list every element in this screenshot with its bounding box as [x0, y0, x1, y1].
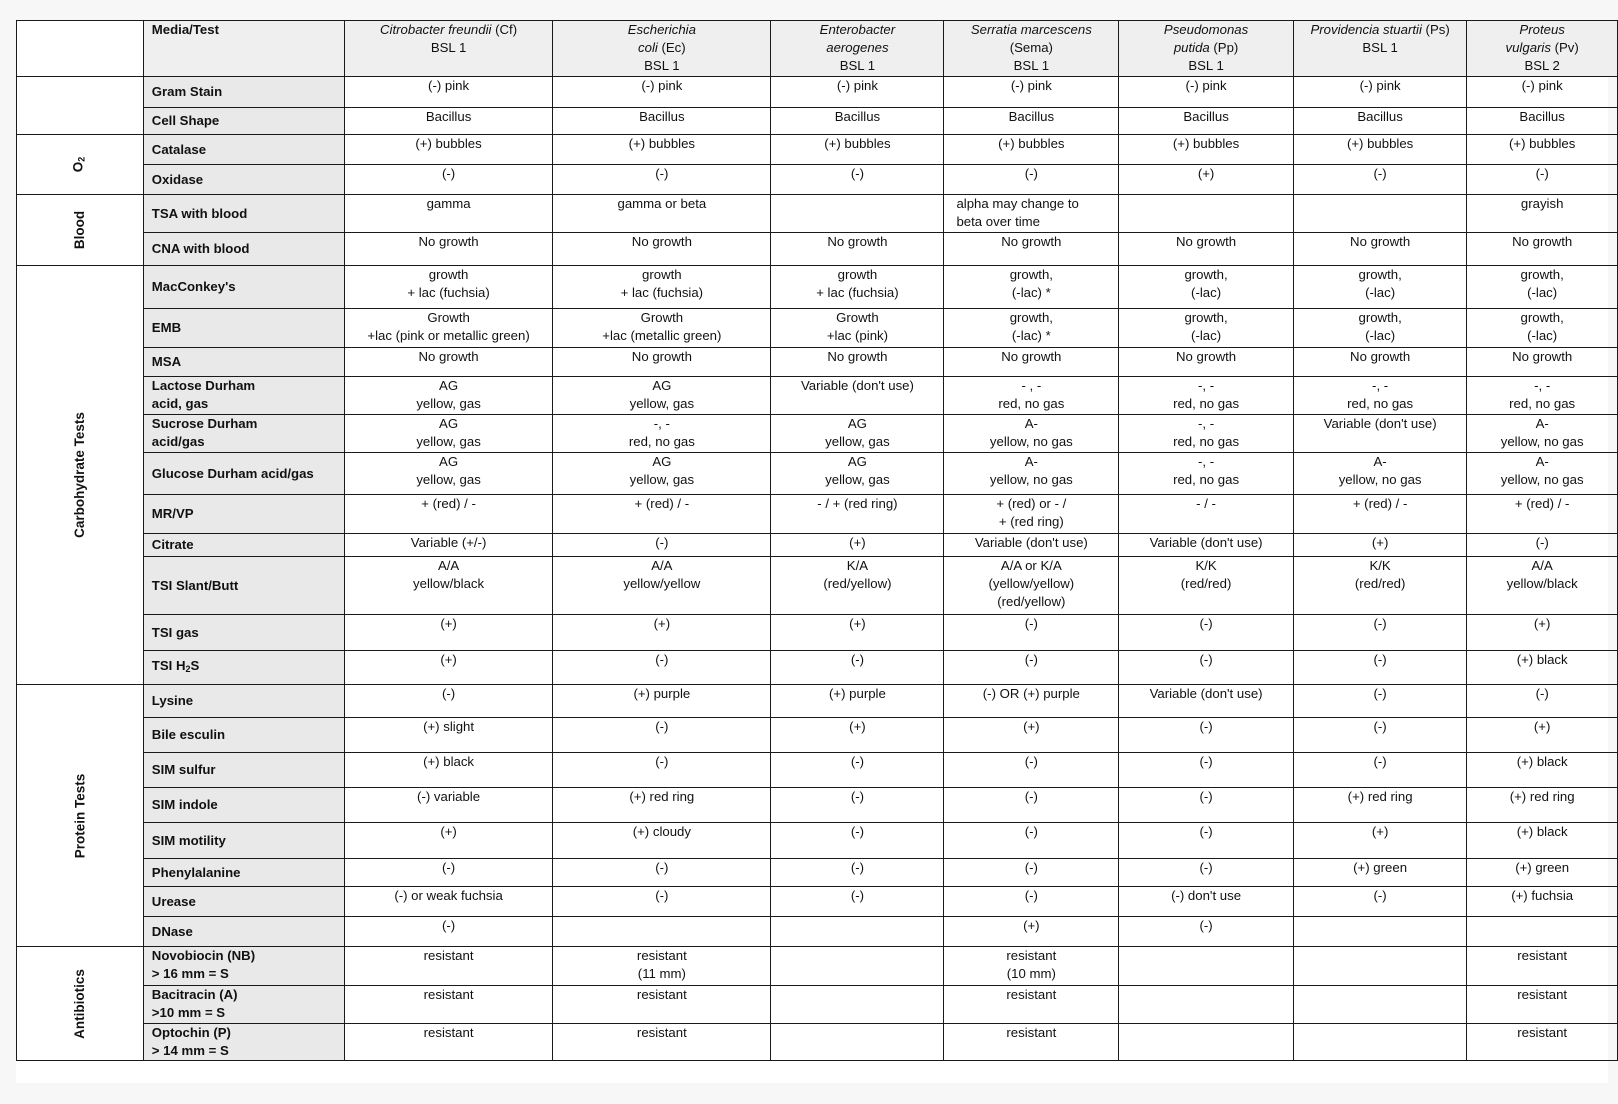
result-cell: (-) [553, 534, 771, 557]
header-organism-cf [344, 21, 552, 77]
organism-bsl: BSL 1 [1362, 40, 1398, 55]
result-cell: No growth [1119, 348, 1294, 377]
result-cell: A- yellow, no gas [1467, 415, 1618, 453]
result-cell: (+) slight [344, 718, 552, 753]
result-cell: A/A yellow/black [344, 557, 552, 615]
result-cell: alpha may change to beta over time [944, 195, 1119, 233]
result-cell [1119, 947, 1294, 986]
result-cell: (-) pink [1293, 77, 1466, 108]
result-cell: + (red) / - [553, 495, 771, 534]
test-name-cell: MR/VP [143, 495, 344, 534]
group-label: Blood [71, 210, 87, 250]
organism-bsl: BSL 1 [1013, 58, 1050, 73]
result-cell [771, 1024, 944, 1061]
table-row [17, 233, 1618, 266]
result-cell: (+) bubbles [1293, 135, 1466, 165]
result-cell: (+) [1467, 615, 1618, 651]
result-cell: No growth [553, 348, 771, 377]
organism-name-line2: vulgaris [1505, 40, 1551, 55]
result-cell: Bacillus [1293, 108, 1466, 135]
result-cell: (-) [1119, 859, 1294, 887]
result-cell: Variable (+/-) [344, 534, 552, 557]
result-cell: No growth [1293, 348, 1466, 377]
result-cell: No growth [944, 348, 1119, 377]
test-name-cell: TSI Slant/Butt [143, 557, 344, 615]
result-cell: Variable (don't use) [1119, 685, 1294, 718]
result-cell [1293, 947, 1466, 986]
result-cell: (-) pink [1467, 77, 1618, 108]
result-cell: (+) black [1467, 753, 1618, 788]
result-cell: (+) [553, 615, 771, 651]
result-cell: Variable (don't use) [1119, 534, 1294, 557]
result-cell: - / + (red ring) [771, 495, 944, 534]
result-cell: (-) or weak fuchsia [344, 887, 552, 917]
result-cell: (+) purple [771, 685, 944, 718]
result-cell [1293, 1024, 1466, 1061]
table-row [17, 108, 1618, 135]
result-cell: (+) [344, 651, 552, 685]
result-cell: A/A yellow/yellow [553, 557, 771, 615]
result-cell: resistant [944, 986, 1119, 1024]
result-cell: (-) [771, 887, 944, 917]
result-cell: (+) [944, 917, 1119, 947]
result-cell: A/A yellow/black [1467, 557, 1618, 615]
organism-name-line2: putida [1173, 40, 1210, 55]
organism-name: Pseudomonas [1163, 22, 1249, 37]
result-cell: Growth +lac (pink or metallic green) [344, 309, 552, 348]
result-cell: (+) red ring [553, 788, 771, 823]
organism-bsl: BSL 1 [430, 40, 467, 55]
table-row [17, 718, 1618, 753]
result-cell: (-) [1293, 165, 1466, 195]
result-cell: - , - red, no gas [944, 377, 1119, 415]
test-name-cell: SIM indole [143, 788, 344, 823]
result-cell: (-) [553, 165, 771, 195]
result-cell: A- yellow, no gas [944, 415, 1119, 453]
result-cell: (-) pink [771, 77, 944, 108]
table-row [17, 557, 1618, 615]
table-row [17, 309, 1618, 348]
result-cell: resistant [553, 1024, 771, 1061]
organism-abbr: (Pp) [1209, 40, 1239, 55]
test-name-cell: Oxidase [143, 165, 344, 195]
result-cell: -, - red, no gas [1119, 453, 1294, 495]
result-cell: resistant (11 mm) [553, 947, 771, 986]
test-name-cell: CNA with blood [143, 233, 344, 266]
organism-bsl: BSL 1 [644, 58, 680, 73]
group-label: Antibiotics [71, 968, 87, 1039]
header-organism-ps [1293, 21, 1466, 77]
result-cell: Growth +lac (metallic green) [553, 309, 771, 348]
test-name-cell: TSA with blood [143, 195, 344, 233]
result-cell [1293, 986, 1466, 1024]
result-cell: (-) [1119, 823, 1294, 859]
test-name-cell: Bacitracin (A) >10 mm = S [143, 986, 344, 1024]
result-cell: (-) [553, 887, 771, 917]
header-media-test: Media/Test [143, 21, 344, 77]
result-cell: (+) [771, 534, 944, 557]
result-cell: No growth [771, 233, 944, 266]
header-organism-pv [1467, 21, 1618, 77]
result-cell: growth, (-lac) [1119, 266, 1294, 309]
organism-name: Citrobacter freundii [380, 22, 492, 37]
result-cell: + (red) / - [1467, 495, 1618, 534]
header-organism-ea [771, 21, 944, 77]
result-cell: (+) [771, 615, 944, 651]
result-cell: (-) [1293, 615, 1466, 651]
result-cell: (+) [771, 718, 944, 753]
result-cell: (-) [771, 823, 944, 859]
result-cell: (-) [944, 823, 1119, 859]
result-cell: Variable (don't use) [944, 534, 1119, 557]
organism-name-line2: coli [638, 40, 658, 55]
result-cell [771, 947, 944, 986]
test-name-cell: SIM sulfur [143, 753, 344, 788]
table-row [17, 685, 1618, 718]
result-cell: (+) [1119, 165, 1294, 195]
result-cell: Bacillus [1119, 108, 1294, 135]
result-cell: resistant [1467, 986, 1618, 1024]
result-cell: (-) [1293, 685, 1466, 718]
result-cell: AG yellow, gas [344, 415, 552, 453]
result-cell [1293, 195, 1466, 233]
result-cell: -, - red, no gas [1119, 415, 1294, 453]
result-cell: (-) [344, 685, 552, 718]
group-label-cell [17, 135, 144, 195]
result-cell: (-) pink [944, 77, 1119, 108]
result-cell [553, 917, 771, 947]
result-cell: (-) [944, 165, 1119, 195]
result-cell [771, 917, 944, 947]
result-cell [1119, 1024, 1294, 1061]
result-cell: (+) purple [553, 685, 771, 718]
result-cell: growth, (-lac) [1293, 266, 1466, 309]
table-row [17, 165, 1618, 195]
organism-name-line2: aerogenes [826, 40, 889, 55]
result-cell: No growth [1119, 233, 1294, 266]
result-cell [1467, 917, 1618, 947]
result-cell: (-) [1119, 718, 1294, 753]
organism-abbr: (Pv) [1550, 40, 1579, 55]
result-cell: (-) [553, 859, 771, 887]
result-cell: (-) [944, 651, 1119, 685]
result-cell: (-) [553, 753, 771, 788]
result-cell: (+) [344, 823, 552, 859]
result-cell: + (red) / - [1293, 495, 1466, 534]
table-row [17, 986, 1618, 1024]
result-cell: (+) [344, 615, 552, 651]
result-cell: Variable (don't use) [771, 377, 944, 415]
result-cell: (+) bubbles [553, 135, 771, 165]
result-cell: -, - red, no gas [1293, 377, 1466, 415]
table-row [17, 859, 1618, 887]
result-cell: resistant [553, 986, 771, 1024]
result-cell: -, - red, no gas [1467, 377, 1618, 415]
result-cell: (+) bubbles [944, 135, 1119, 165]
table-row [17, 266, 1618, 309]
result-cell: K/K (red/red) [1293, 557, 1466, 615]
result-cell: (-) variable [344, 788, 552, 823]
group-label: Protein Tests [71, 773, 87, 858]
test-name-cell: DNase [143, 917, 344, 947]
result-cell: AG yellow, gas [771, 415, 944, 453]
table-row [17, 195, 1618, 233]
test-name-cell: Phenylalanine [143, 859, 344, 887]
organism-abbr: (Sema) [1009, 40, 1053, 55]
result-cell: resistant [1467, 947, 1618, 986]
result-cell: (-) [1293, 651, 1466, 685]
test-name-cell: TSI $H_2S$ [143, 651, 344, 685]
test-name-cell: EMB [143, 309, 344, 348]
result-cell: No growth [944, 233, 1119, 266]
result-cell: (-) [1119, 788, 1294, 823]
result-cell: (+) bubbles [1467, 135, 1618, 165]
result-cell: resistant [344, 1024, 552, 1061]
result-cell: (-) [771, 753, 944, 788]
result-cell: (+) bubbles [344, 135, 552, 165]
result-cell: -, - red, no gas [1119, 377, 1294, 415]
result-cell [1119, 195, 1294, 233]
header-organism-ec [553, 21, 771, 77]
table-row [17, 917, 1618, 947]
test-name-cell: Lactose Durham acid, gas [143, 377, 344, 415]
result-cell: -, - red, no gas [553, 415, 771, 453]
test-name-cell: TSI gas [143, 615, 344, 651]
header-corner-cell [17, 21, 144, 77]
result-cell [771, 195, 944, 233]
test-name-cell: Optochin (P) > 14 mm = S [143, 1024, 344, 1061]
result-cell: (-) [944, 859, 1119, 887]
result-cell: A- yellow, no gas [1467, 453, 1618, 495]
result-cell: (-) [1293, 753, 1466, 788]
group-label-cell [17, 195, 144, 266]
table-row [17, 135, 1618, 165]
result-cell: (-) [1467, 165, 1618, 195]
result-cell: A- yellow, no gas [944, 453, 1119, 495]
result-cell: resistant [344, 986, 552, 1024]
organism-bsl: BSL 2 [1524, 58, 1560, 73]
result-cell: growth + lac (fuchsia) [344, 266, 552, 309]
result-cell: AG yellow, gas [344, 453, 552, 495]
result-cell: (+) [944, 718, 1119, 753]
result-cell: Bacillus [771, 108, 944, 135]
result-cell: Bacillus [344, 108, 552, 135]
result-cell: AG yellow, gas [771, 453, 944, 495]
result-cell: (-) [771, 859, 944, 887]
result-cell: (+) black [1467, 651, 1618, 685]
group-label-cell [17, 266, 144, 685]
organism-name: Serratia marcescens [970, 22, 1092, 37]
result-cell: (+) [1293, 823, 1466, 859]
organism-abbr: (Cf) [491, 22, 518, 37]
result-cell: Bacillus [944, 108, 1119, 135]
organism-name: Proteus [1519, 22, 1565, 37]
result-cell: (-) [1467, 685, 1618, 718]
result-cell: AG yellow, gas [553, 453, 771, 495]
organism-name: Enterobacter [819, 22, 896, 37]
table-row [17, 77, 1618, 108]
result-cell: growth, (-lac) * [944, 309, 1119, 348]
result-cell: (-) [1119, 753, 1294, 788]
group-label-cell [17, 947, 144, 1061]
result-cell: resistant [944, 1024, 1119, 1061]
result-cell: (+) [1467, 718, 1618, 753]
result-cell: (+) red ring [1293, 788, 1466, 823]
result-cell: (-) [1467, 534, 1618, 557]
result-cell: No growth [1467, 233, 1618, 266]
result-cell: (-) pink [344, 77, 552, 108]
test-name-cell: Gram Stain [143, 77, 344, 108]
result-cell: (+) red ring [1467, 788, 1618, 823]
result-cell: (+) fuchsia [1467, 887, 1618, 917]
table-row [17, 651, 1618, 685]
result-cell: (-) [344, 165, 552, 195]
result-cell: growth + lac (fuchsia) [553, 266, 771, 309]
result-cell [771, 986, 944, 1024]
table-row [17, 615, 1618, 651]
result-cell: (+) bubbles [1119, 135, 1294, 165]
result-cell: - / - [1119, 495, 1294, 534]
result-cell: (-) OR (+) purple [944, 685, 1119, 718]
result-cell: growth, (-lac) [1119, 309, 1294, 348]
result-cell: (-) [1119, 917, 1294, 947]
test-name-cell: Sucrose Durham acid/gas [143, 415, 344, 453]
test-name-cell: Urease [143, 887, 344, 917]
header-organism-pp [1119, 21, 1294, 77]
result-cell: (+) green [1293, 859, 1466, 887]
header-organism-sema [944, 21, 1119, 77]
test-name-cell: Glucose Durham acid/gas [143, 453, 344, 495]
result-cell: No growth [344, 233, 552, 266]
test-name-cell: Catalase [143, 135, 344, 165]
result-cell [1293, 917, 1466, 947]
result-cell [1119, 986, 1294, 1024]
result-cell: growth, (-lac) [1467, 266, 1618, 309]
test-name-cell: SIM motility [143, 823, 344, 859]
result-cell: (-) [771, 165, 944, 195]
result-cell: AG yellow, gas [553, 377, 771, 415]
bacteria-test-table [16, 20, 1618, 1061]
organism-abbr: (Ps) [1421, 22, 1450, 37]
test-name-cell: MacConkey's [143, 266, 344, 309]
result-cell: (-) [944, 887, 1119, 917]
result-cell: Bacillus [1467, 108, 1618, 135]
result-cell: (-) [944, 615, 1119, 651]
result-cell: growth, (-lac) * [944, 266, 1119, 309]
result-cell: (-) [1119, 615, 1294, 651]
result-cell: (+) black [344, 753, 552, 788]
table-row [17, 887, 1618, 917]
result-cell: + (red) / - [344, 495, 552, 534]
table-row [17, 947, 1618, 986]
result-cell: resistant [344, 947, 552, 986]
result-cell: (-) [1119, 651, 1294, 685]
table-row [17, 534, 1618, 557]
organism-bsl: BSL 1 [1188, 58, 1224, 73]
test-name-cell: Novobiocin (NB) > 16 mm = S [143, 947, 344, 986]
table-row [17, 348, 1618, 377]
table-row [17, 453, 1618, 495]
result-cell: No growth [1293, 233, 1466, 266]
table-row [17, 495, 1618, 534]
result-cell: (-) [771, 788, 944, 823]
result-cell: AG yellow, gas [344, 377, 552, 415]
result-cell: A/A or K/A (yellow/yellow) (red/yellow) [944, 557, 1119, 615]
result-cell: resistant [1467, 1024, 1618, 1061]
test-name-cell: Citrate [143, 534, 344, 557]
table-row [17, 823, 1618, 859]
result-cell: (+) cloudy [553, 823, 771, 859]
result-cell: growth, (-lac) [1293, 309, 1466, 348]
organism-abbr: (Ec) [657, 40, 686, 55]
result-cell: Growth +lac (pink) [771, 309, 944, 348]
result-cell: (-) pink [553, 77, 771, 108]
group-label-cell [17, 77, 144, 135]
result-cell: A- yellow, no gas [1293, 453, 1466, 495]
result-cell: (-) [944, 788, 1119, 823]
result-cell: Variable (don't use) [1293, 415, 1466, 453]
result-cell: (-) [553, 651, 771, 685]
test-name-cell: Bile esculin [143, 718, 344, 753]
result-cell: K/K (red/red) [1119, 557, 1294, 615]
test-name-cell: Lysine [143, 685, 344, 718]
result-cell: (+) bubbles [771, 135, 944, 165]
result-cell: (-) [553, 718, 771, 753]
result-cell: No growth [1467, 348, 1618, 377]
table-row [17, 788, 1618, 823]
result-cell: (-) [344, 859, 552, 887]
result-cell: gamma or beta [553, 195, 771, 233]
result-cell: Bacillus [553, 108, 771, 135]
result-cell: grayish [1467, 195, 1618, 233]
result-cell: No growth [771, 348, 944, 377]
table-row [17, 415, 1618, 453]
result-cell: + (red) or - / + (red ring) [944, 495, 1119, 534]
group-label-cell [17, 685, 144, 947]
result-cell: (-) [1293, 887, 1466, 917]
result-cell: (+) [1293, 534, 1466, 557]
result-cell: growth, (-lac) [1467, 309, 1618, 348]
result-cell: (+) green [1467, 859, 1618, 887]
table-row [17, 753, 1618, 788]
result-cell: (-) don't use [1119, 887, 1294, 917]
result-cell: (-) [1293, 718, 1466, 753]
result-cell: growth + lac (fuchsia) [771, 266, 944, 309]
group-label: Carbohydrate Tests [71, 412, 87, 538]
organism-bsl: BSL 1 [839, 58, 876, 73]
organism-name: Providencia stuartii [1310, 22, 1422, 37]
group-label: $O_2$ [70, 156, 87, 173]
result-cell: (-) [344, 917, 552, 947]
test-name-cell: MSA [143, 348, 344, 377]
table-row [17, 377, 1618, 415]
table-body [17, 21, 1618, 1061]
result-cell: K/A (red/yellow) [771, 557, 944, 615]
result-cell: No growth [553, 233, 771, 266]
result-cell: (-) [771, 651, 944, 685]
result-cell: (-) [944, 753, 1119, 788]
result-cell: No growth [344, 348, 552, 377]
test-name-cell: Cell Shape [143, 108, 344, 135]
result-cell: gamma [344, 195, 552, 233]
result-cell: (-) pink [1119, 77, 1294, 108]
result-cell: resistant (10 mm) [944, 947, 1119, 986]
table-row [17, 1024, 1618, 1061]
organism-name: Escherichia [627, 22, 696, 37]
result-cell: (+) black [1467, 823, 1618, 859]
header-row [17, 21, 1618, 77]
